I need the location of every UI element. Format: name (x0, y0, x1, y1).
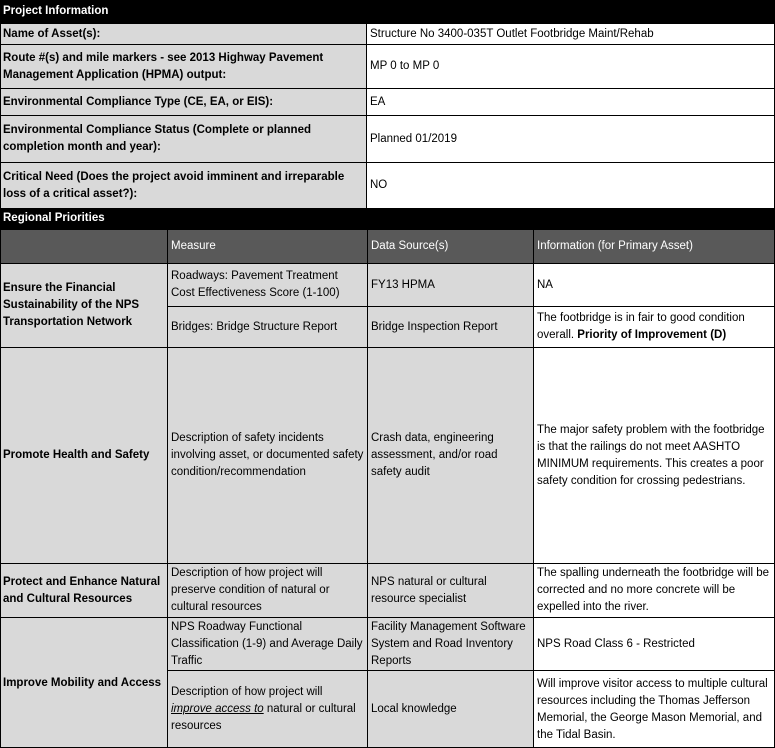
column-header-priority (0, 230, 168, 263)
measure-cell: Description of how project will preserve condition of natural or cultural resources (168, 564, 368, 617)
measure-row (168, 306, 775, 347)
priority-label: Protect and Enhance Natural and Cultural Resources (0, 564, 168, 617)
project-information-header-row (0, 0, 775, 23)
measure-cell: Description of safety incidents involving asset, or documented safety condition/recommendation (168, 348, 368, 563)
info-cell: The spalling underneath the footbridge will be corrected and no more concrete will be expelled into the river. (534, 564, 775, 617)
info-text-regular: The footbridge is in fair to good condition overall. (537, 312, 745, 341)
info-cell: NPS Road Class 6 - Restricted (534, 618, 775, 670)
source-cell: Facility Management Software System and Road Inventory Reports (368, 618, 534, 670)
source-cell: Local knowledge (368, 671, 534, 748)
measure-text-emphasis: improve access to (171, 703, 264, 715)
info-label: Environmental Compliance Status (Complete or planned completion month and year): (0, 116, 367, 162)
info-value: Structure No 3400-035T Outlet Footbridge Maint/Rehab (367, 24, 775, 44)
info-cell: Will improve visitor access to multiple cultural resources including the Thomas Jefferson Memorial, the George Mason Memorial, and the Tidal Basin. (534, 671, 775, 748)
measure-text (171, 684, 364, 735)
column-header-row (0, 230, 775, 263)
priority-label: Promote Health and Safety (0, 348, 168, 563)
column-header-data-source: Data Source(s) (368, 230, 534, 263)
source-cell: FY13 HPMA (368, 264, 534, 306)
info-value: NO (367, 163, 775, 208)
measure-text-post: natural or cultural resources (171, 703, 356, 732)
info-label: Route #(s) and mile markers - see 2013 Highway Pavement Management Application (HPMA) output: (0, 45, 367, 88)
priority-label: Ensure the Financial Sustainability of the NPS Transportation Network (0, 264, 168, 347)
priority-group (0, 347, 775, 563)
info-label: Name of Asset(s): (0, 24, 367, 44)
info-value: EA (367, 89, 775, 115)
info-row (0, 162, 775, 208)
measure-text-pre: Description of how project will (171, 686, 323, 698)
source-cell: Bridge Inspection Report (368, 307, 534, 347)
info-cell: The major safety problem with the footbridge is that the railings do not meet AASHTO MINIMUM requirements. This creates a poor safety condition for crossing pedestrians. (534, 348, 775, 563)
measure-cell (168, 671, 368, 748)
measure-cell: Roadways: Pavement Treatment Cost Effectiveness Score (1-100) (168, 264, 368, 306)
info-cell: NA (534, 264, 775, 306)
priority-label: Improve Mobility and Access (0, 618, 168, 748)
project-information-header: Project Information (0, 0, 775, 23)
info-label: Environmental Compliance Type (CE, EA, or EIS): (0, 89, 367, 115)
info-row (0, 23, 775, 44)
info-row (0, 44, 775, 88)
regional-priorities-header: Regional Priorities (0, 208, 775, 230)
priority-of-improvement: Priority of Improvement (D) (577, 329, 727, 341)
column-header-measure: Measure (168, 230, 368, 263)
measure-row (168, 263, 775, 306)
info-value: MP 0 to MP 0 (367, 45, 775, 88)
source-cell: NPS natural or cultural resource specialist (368, 564, 534, 617)
measure-row (168, 617, 775, 670)
info-row (0, 88, 775, 115)
info-cell (534, 307, 775, 347)
regional-priorities-header-row (0, 208, 775, 230)
measure-row (168, 670, 775, 748)
info-label: Critical Need (Does the project avoid imminent and irreparable loss of a critical asset?): (0, 163, 367, 208)
info-row (0, 115, 775, 162)
info-text (537, 310, 772, 344)
priority-group (0, 563, 775, 617)
column-header-information: Information (for Primary Asset) (534, 230, 775, 263)
measure-cell: Bridges: Bridge Structure Report (168, 307, 368, 347)
source-cell: Crash data, engineering assessment, and/or road safety audit (368, 348, 534, 563)
measure-cell: NPS Roadway Functional Classification (1-9) and Average Daily Traffic (168, 618, 368, 670)
info-value: Planned 01/2019 (367, 116, 775, 162)
